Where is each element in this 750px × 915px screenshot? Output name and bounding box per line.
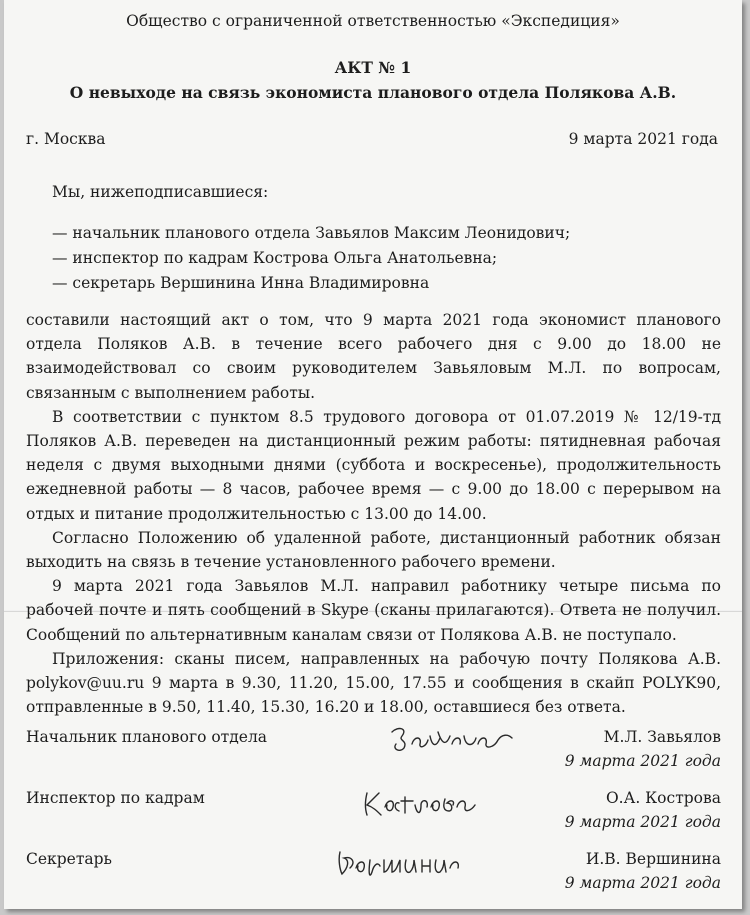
signature-date: 9 марта 2021 года xyxy=(564,813,721,831)
intro-text: Мы, нижеподписавшиеся: xyxy=(52,183,269,201)
paragraph: Приложения: сканы писем, направленных на рабочую почту Полякова А.В. polykov@uu.ru 9 марта в 9.30, 11.20, 15.00, 17.55 и сообщения в скайп POLYK90, отправленные в 9.50, 11.40, 15.30, 16.20 и 18.00, оставшиеся без ответа. xyxy=(26,649,721,717)
signature-date: 9 марта 2021 года xyxy=(564,874,721,892)
document-page xyxy=(4,0,742,909)
signer-name: И.В. Вершинина xyxy=(585,850,721,868)
list-item: — инспектор по кадрам Кострова Ольга Анатольевна; xyxy=(52,249,498,267)
signature-block-secretary xyxy=(26,850,721,898)
handwritten-signature xyxy=(388,722,518,756)
signature-block-head xyxy=(26,728,721,776)
signer-name: М.Л. Завьялов xyxy=(603,728,721,746)
signer-position: Инспектор по кадрам xyxy=(26,789,205,807)
organization-name: Общество с ограниченной ответственностью «Экспедиция» xyxy=(126,12,620,30)
act-body xyxy=(26,308,721,719)
handwritten-signature xyxy=(359,785,479,821)
signer-name: О.А. Кострова xyxy=(605,789,721,807)
act-subtitle: О невыходе на связь экономиста планового отдела Полякова А.В. xyxy=(69,83,677,102)
act-title: АКТ № 1 xyxy=(334,58,412,77)
document-date: 9 марта 2021 года xyxy=(568,130,718,148)
signature-block-hr xyxy=(26,789,721,837)
members-list xyxy=(52,221,570,296)
paragraph: Согласно Положению об удаленной работе, дистанционный работник обязан выходить на связь в течение установленного рабочего времени. xyxy=(26,528,721,572)
list-item: — секретарь Вершинина Инна Владимировна xyxy=(52,274,430,292)
city: г. Москва xyxy=(26,130,106,148)
paragraph: 9 марта 2021 года Завьялов М.Л. направил работнику четыре письма по рабочей почте и пять сообщений в Skype (сканы прилагаются). Ответа не получил. Сообщений по альтернативным каналам связи от Полякова А.В. не поступало. xyxy=(26,577,721,644)
signature-date: 9 марта 2021 года xyxy=(564,752,721,770)
list-item: — начальник планового отдела Завьялов Максим Леонидович; xyxy=(52,224,571,242)
signer-position: Секретарь xyxy=(26,850,112,868)
handwritten-signature xyxy=(334,846,464,880)
paragraph: В соответствии с пунктом 8.5 трудового договора от 01.07.2019 № 12/19-тд Поляков А.В. переведен на дистанционный режим работы: пятидневная рабочая неделя с двумя выходными днями (суббота и воскресенье), продолжительность ежедневной работы — 8 часов, рабочее время — с 9.00 до 18.00 с перерывом на отдых и питание продолжительностью с 13.00 до 14.00. xyxy=(26,407,721,523)
paragraph: составили настоящий акт о том, что 9 марта 2021 года экономист планового отдела Поляков А.В. в течение всего рабочего дня с 9.00 до 18.00 не взаимодействовал со своим руководителем Завьяловым М.Л. по вопросам, связанным с выполнением работы. xyxy=(26,311,721,402)
signer-position: Начальник планового отдела xyxy=(26,728,268,746)
